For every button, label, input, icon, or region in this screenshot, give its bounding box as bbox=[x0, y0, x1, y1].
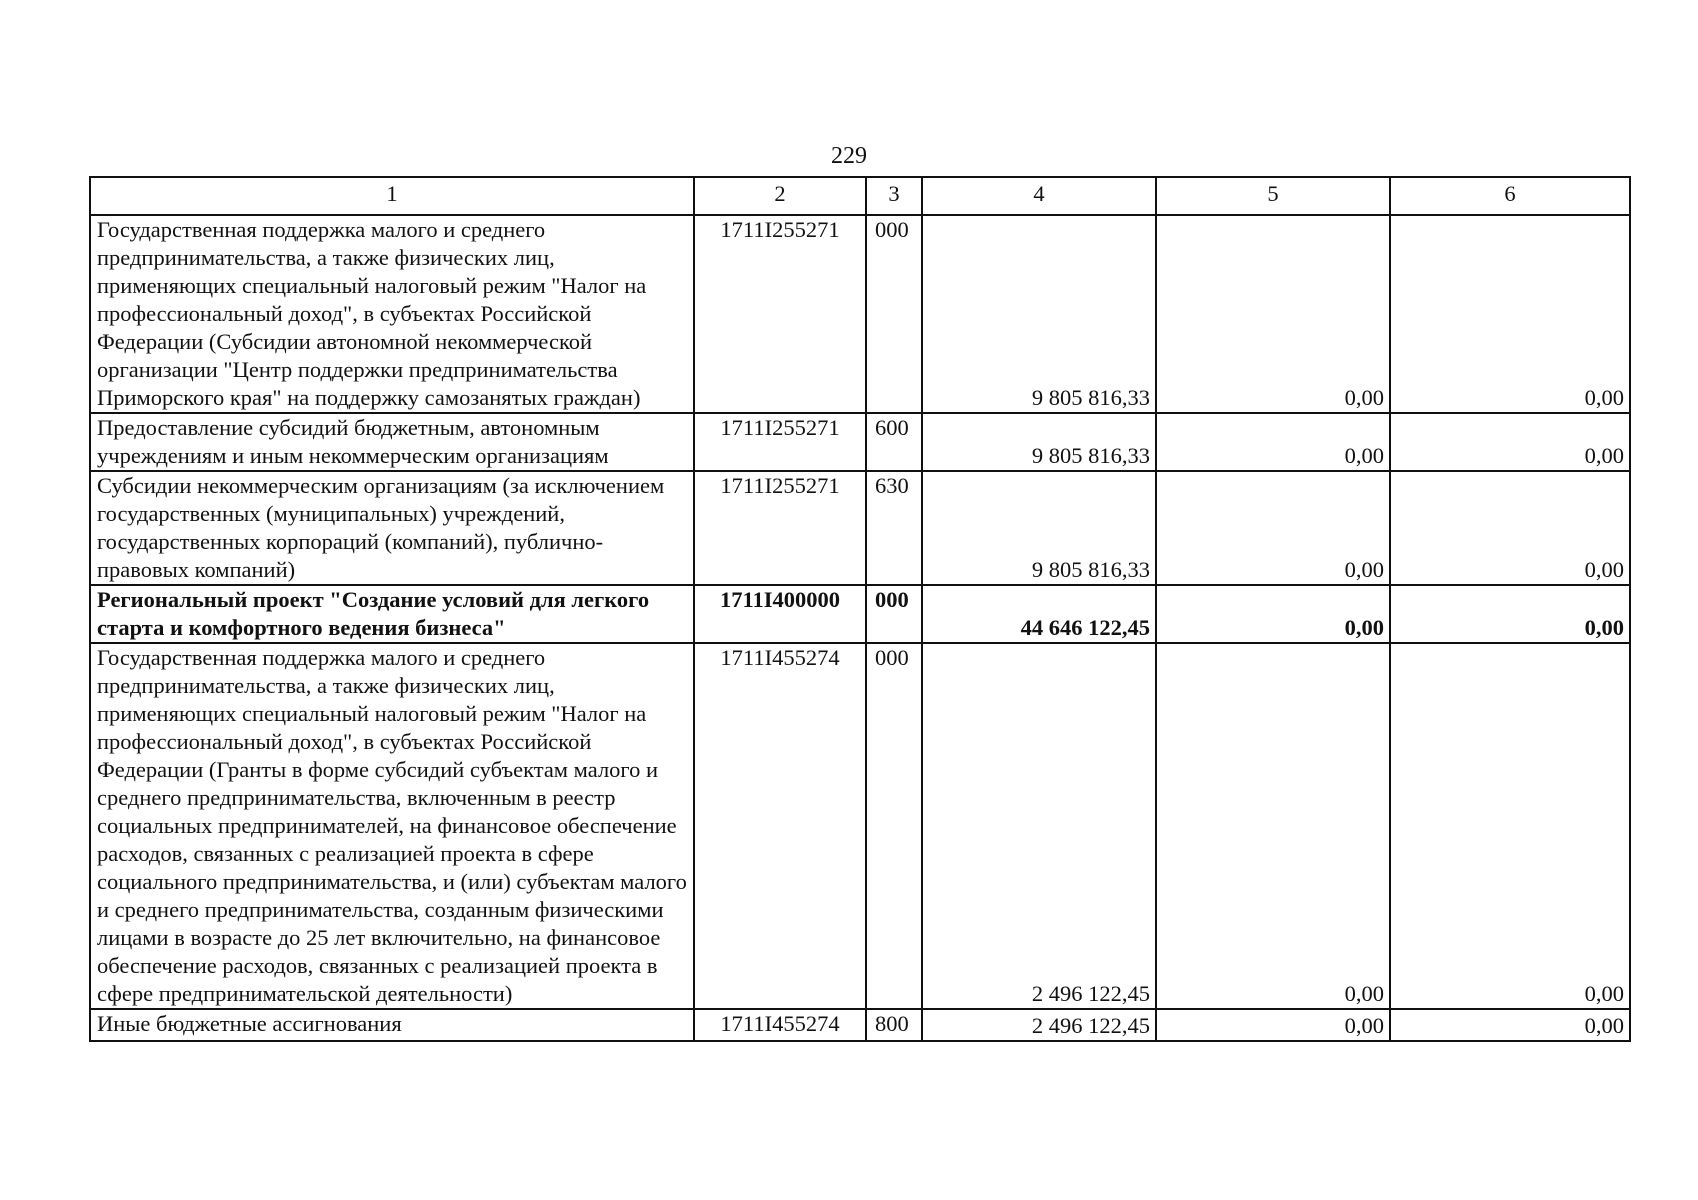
row-expense-type: 630 bbox=[866, 471, 922, 585]
page-number: 229 bbox=[831, 143, 867, 169]
amount-value: 0,00 bbox=[1344, 615, 1384, 640]
amount-value: 0,00 bbox=[1584, 385, 1624, 410]
row-amount-col5 bbox=[1156, 585, 1390, 643]
row-description: Государственная поддержка малого и среднего предпринимательства, а также физических лиц, применяющих специальный налоговый режим "Налог на профессиональный доход", в субъектах Российской Федерации (Гранты в форме субсидий субъектам малого и среднего предпринимательства, включенным в реестр социальных предпринимателей, на финансовое обеспечение расходов, связанных с реализацией проекта в сфере социального предпринимательства, и (или) субъектам малого и среднего предпринимательства, созданным физическими лицами в возрасте до 25 лет включительно, на финансовое обеспечение расходов, связанных с реализацией проекта в сфере предпринимательской деятельности) bbox=[90, 643, 694, 1009]
row-amount-col4 bbox=[922, 585, 1156, 643]
column-header: 5 bbox=[1156, 177, 1390, 215]
row-target-code: 1711I400000 bbox=[694, 585, 866, 643]
amount-value: 0,00 bbox=[1584, 981, 1624, 1006]
table-row bbox=[90, 471, 1630, 585]
amount-value: 44 646 122,45 bbox=[1020, 615, 1150, 640]
row-description: Региональный проект "Создание условий для легкого старта и комфортного ведения бизнеса" bbox=[90, 585, 694, 643]
row-amount-col6 bbox=[1390, 585, 1630, 643]
row-expense-type: 600 bbox=[866, 413, 922, 471]
row-amount-col4 bbox=[922, 215, 1156, 413]
amount-value: 0,00 bbox=[1584, 443, 1624, 468]
row-expense-type: 800 bbox=[866, 1009, 922, 1041]
row-expense-type: 000 bbox=[866, 643, 922, 1009]
row-amount-col6 bbox=[1390, 413, 1630, 471]
column-header: 2 bbox=[694, 177, 866, 215]
amount-value: 0,00 bbox=[1344, 557, 1384, 582]
row-amount-col4 bbox=[922, 471, 1156, 585]
row-target-code: 1711I455274 bbox=[694, 643, 866, 1009]
amount-value: 0,00 bbox=[1584, 615, 1624, 640]
row-amount-col6 bbox=[1390, 215, 1630, 413]
row-target-code: 1711I255271 bbox=[694, 215, 866, 413]
amount-value: 0,00 bbox=[1584, 557, 1624, 582]
table-row bbox=[90, 643, 1630, 1009]
table-row-section bbox=[90, 585, 1630, 643]
table-row bbox=[90, 215, 1630, 413]
row-expense-type: 000 bbox=[866, 215, 922, 413]
row-target-code: 1711I255271 bbox=[694, 413, 866, 471]
table-row bbox=[90, 1009, 1630, 1041]
row-amount-col4 bbox=[922, 1009, 1156, 1041]
amount-value: 0,00 bbox=[1344, 443, 1384, 468]
amount-value: 0,00 bbox=[1344, 1013, 1384, 1038]
row-description: Субсидии некоммерческим организациям (за исключением государственных (муниципальных) учреждений, государственных корпораций (компаний), публично-правовых компаний) bbox=[90, 471, 694, 585]
column-header: 1 bbox=[90, 177, 694, 215]
row-description: Иные бюджетные ассигнования bbox=[90, 1009, 694, 1041]
amount-value: 0,00 bbox=[1344, 385, 1384, 410]
row-amount-col6 bbox=[1390, 643, 1630, 1009]
column-header: 3 bbox=[866, 177, 922, 215]
row-amount-col4 bbox=[922, 643, 1156, 1009]
row-amount-col5 bbox=[1156, 643, 1390, 1009]
amount-value: 9 805 816,33 bbox=[1031, 557, 1150, 582]
row-target-code: 1711I255271 bbox=[694, 471, 866, 585]
column-header: 6 bbox=[1390, 177, 1630, 215]
amount-value: 2 496 122,45 bbox=[1031, 981, 1150, 1006]
row-amount-col5 bbox=[1156, 471, 1390, 585]
row-amount-col6 bbox=[1390, 471, 1630, 585]
column-header: 4 bbox=[922, 177, 1156, 215]
row-amount-col5 bbox=[1156, 413, 1390, 471]
row-target-code: 1711I455274 bbox=[694, 1009, 866, 1041]
row-expense-type: 000 bbox=[866, 585, 922, 643]
budget-table bbox=[89, 176, 1631, 1042]
amount-value: 0,00 bbox=[1584, 1013, 1624, 1038]
row-description: Предоставление субсидий бюджетным, автономным учреждениям и иным некоммерческим организациям bbox=[90, 413, 694, 471]
row-amount-col6 bbox=[1390, 1009, 1630, 1041]
amount-value: 0,00 bbox=[1344, 981, 1384, 1006]
header-row bbox=[90, 177, 1630, 215]
row-description: Государственная поддержка малого и среднего предпринимательства, а также физических лиц, применяющих специальный налоговый режим "Налог на профессиональный доход", в субъектах Российской Федерации (Субсидии автономной некоммерческой организации "Центр поддержки предпринимательства Приморского края" на поддержку самозанятых граждан) bbox=[90, 215, 694, 413]
table-row bbox=[90, 413, 1630, 471]
row-amount-col4 bbox=[922, 413, 1156, 471]
amount-value: 9 805 816,33 bbox=[1031, 385, 1150, 410]
amount-value: 9 805 816,33 bbox=[1031, 443, 1150, 468]
row-amount-col5 bbox=[1156, 215, 1390, 413]
amount-value: 2 496 122,45 bbox=[1031, 1013, 1150, 1038]
row-amount-col5 bbox=[1156, 1009, 1390, 1041]
